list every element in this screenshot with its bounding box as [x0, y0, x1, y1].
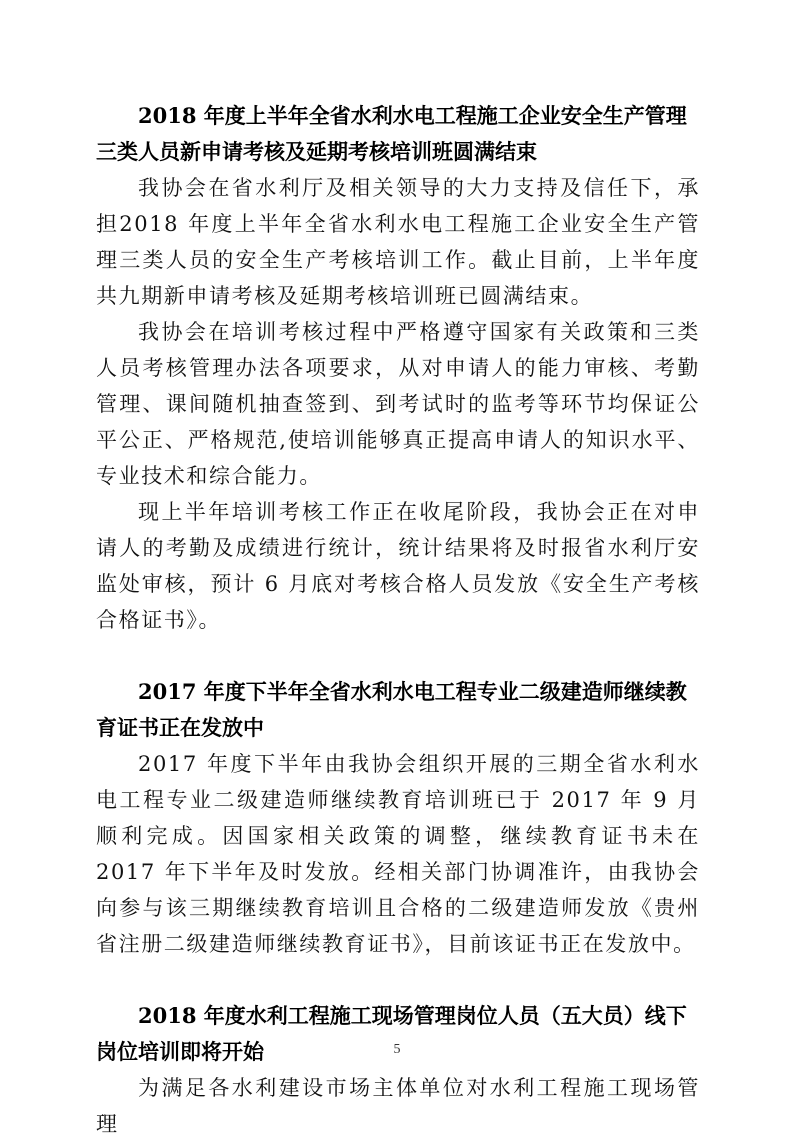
section-spacer — [96, 962, 700, 998]
section-site-management-training — [96, 998, 700, 1142]
paragraph: 我协会在省水利厅及相关领导的大力支持及信任下，承担2018 年度上半年全省水利水电工程施工企业安全生产管理三类人员的安全生产考核培训工作。截止目前，上半年度共九期新申请考核及延期考核培训班已圆满结束。 — [96, 176, 700, 308]
paragraph: 现上半年培训考核工作正在收尾阶段，我协会正在对申请人的考勤及成绩进行统计，统计结果将及时报省水利厅安监处审核，预计 6 月底对考核合格人员发放《安全生产考核合格证书》。 — [96, 500, 700, 632]
paragraph: 为满足各水利建设市场主体单位对水利工程施工现场管理 — [96, 1076, 700, 1136]
section-title: 2018 年度水利工程施工现场管理岗位人员（五大员）线下岗位培训即将开始 — [96, 1003, 687, 1064]
page-number: 5 — [393, 1042, 401, 1057]
section-title: 2017 年度下半年全省水利水电工程专业二级建造师继续教育证书正在发放中 — [96, 679, 687, 740]
section-safety-training — [96, 98, 700, 638]
section-title: 2018 年度上半年全省水利水电工程施工企业安全生产管理三类人员新申请考核及延期考核培训班圆满结束 — [96, 103, 687, 164]
paragraph: 我协会在培训考核过程中严格遵守国家有关政策和三类人员考核管理办法各项要求，从对申请人的能力审核、考勤管理、课间随机抽查签到、到考试时的监考等环节均保证公平公正、严格规范,使培训能够真正提高申请人的知识水平、专业技术和综合能力。 — [96, 320, 700, 488]
section-constructor-certificates — [96, 674, 700, 962]
section-spacer — [96, 638, 700, 674]
paragraph: 2017 年度下半年由我协会组织开展的三期全省水利水电工程专业二级建造师继续教育培训班已于 2017 年 9 月顺利完成。因国家相关政策的调整，继续教育证书未在 2017 年下半年及时发放。经相关部门协调准许，由我协会向参与该三期继续教育培训且合格的二级建造师发放《贵州省注册二级建造师继续教育证书》，目前该证书正在发放中。 — [96, 752, 700, 956]
document-body — [96, 98, 700, 1142]
